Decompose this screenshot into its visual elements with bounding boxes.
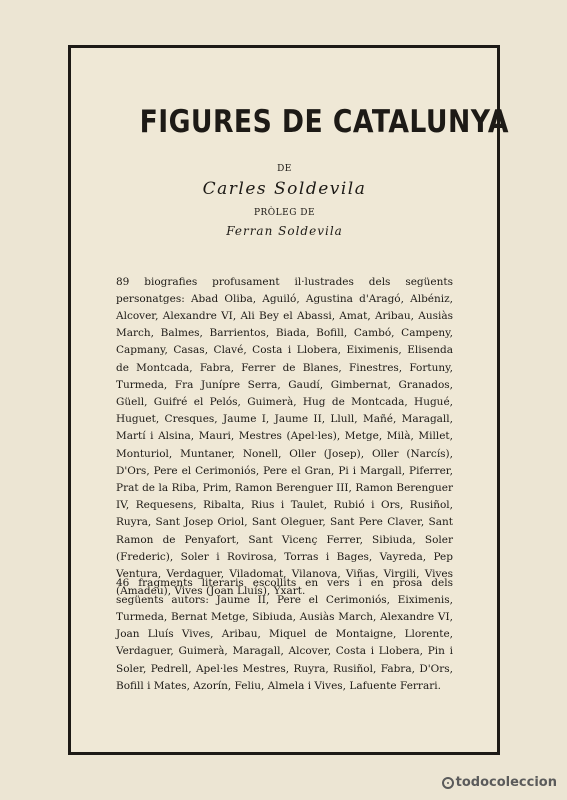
prolog-label: PRÒLEG DE [253,208,316,218]
biographies-paragraph: 89 biografies profusament il·lustrades dels següents personatges: Abad Oliba, Aguiló, Agustina d'Aragó, Albéniz, Alcover, Alexandre VI, Ali Bey el Abassi, Amat, Aribau, Ausiàs March, Balmes, Barrientos, Biada, Bofill, Cambó, Campeny, Capmany, Casas, Clavé, Costa i Llobera, Eiximenis, Elisenda de Montcada, Fabra, Ferrer de Blanes, Finestres, Fortuny, Turmeda, Fra Junípre Serra, Gaudí, Gimbernat, Granados, Güell, Guifré el Pelós, Guimerà, Hug de Montcada, Hugué, Huguet, Cresques, Jaume I, Jaume II, Llull, Mañé, Maragall, Martí i Alsina, Mauri, Mestres (Apel·les), Metge, Milà, Millet, Monturiol, Muntaner, Nonell, Oller (Josep), Oller (Narcís), D'Ors, Pere el Cerimoniós, Pere el Gran, Pi i Margall, Piferrer, Prat de la Riba, Prim, Ramon Berenguer III, Ramon Berenguer IV, Requesens, Ribalta, Rius i Taulet, Rubió i Ors, Rusiñol, Ruyra, Sant Josep Oriol, Sant Oleguer, Sant Pere Claver, Sant Ramon de Penyafort, Sant Vicenç Ferrer, Sibiuda, Soler (Frederic), Soler i Rovirosa, Torras i Bages, Vayreda, Pep Ventura, Verdaguer, Viladomat, Vilanova, Viñas, Virgili, Vives (Amadeu), Vives (Joan Lluís), Yxart. [116,275,453,598]
watermark-logo-icon [442,777,454,789]
book-title: FIGURES DE CATALUNYA [139,104,509,140]
fragments-paragraph: 46 fragments literaris escollits en vers i en prosa dels següents autors: Jaume II, Pere el Cerimoniós, Eiximenis, Turmeda, Bernat Metge, Sibiuda, Ausiàs March, Alexandre VI, Joan Lluís Vives, Aribau, Miquel de Montaigne, Llorente, Verdaguer, Guimerà, Maragall, Alcover, Costa i Llobera, Pin i Soler, Pedrell, Apel·les Mestres, Ruyra, Rusiñol, Fabra, D'Ors, Bofill i Mates, Azorín, Feliu, Almela i Vives, Lafuente Ferrari. [116,576,453,692]
by-label: DE [277,164,292,174]
watermark-text: todocoleccion [455,775,557,790]
author-name: Carles Soldevila [202,179,367,199]
cover-frame [68,45,509,755]
cover-content [116,48,509,752]
prolog-author: Ferran Soldevila [226,224,343,238]
watermark [442,775,557,790]
